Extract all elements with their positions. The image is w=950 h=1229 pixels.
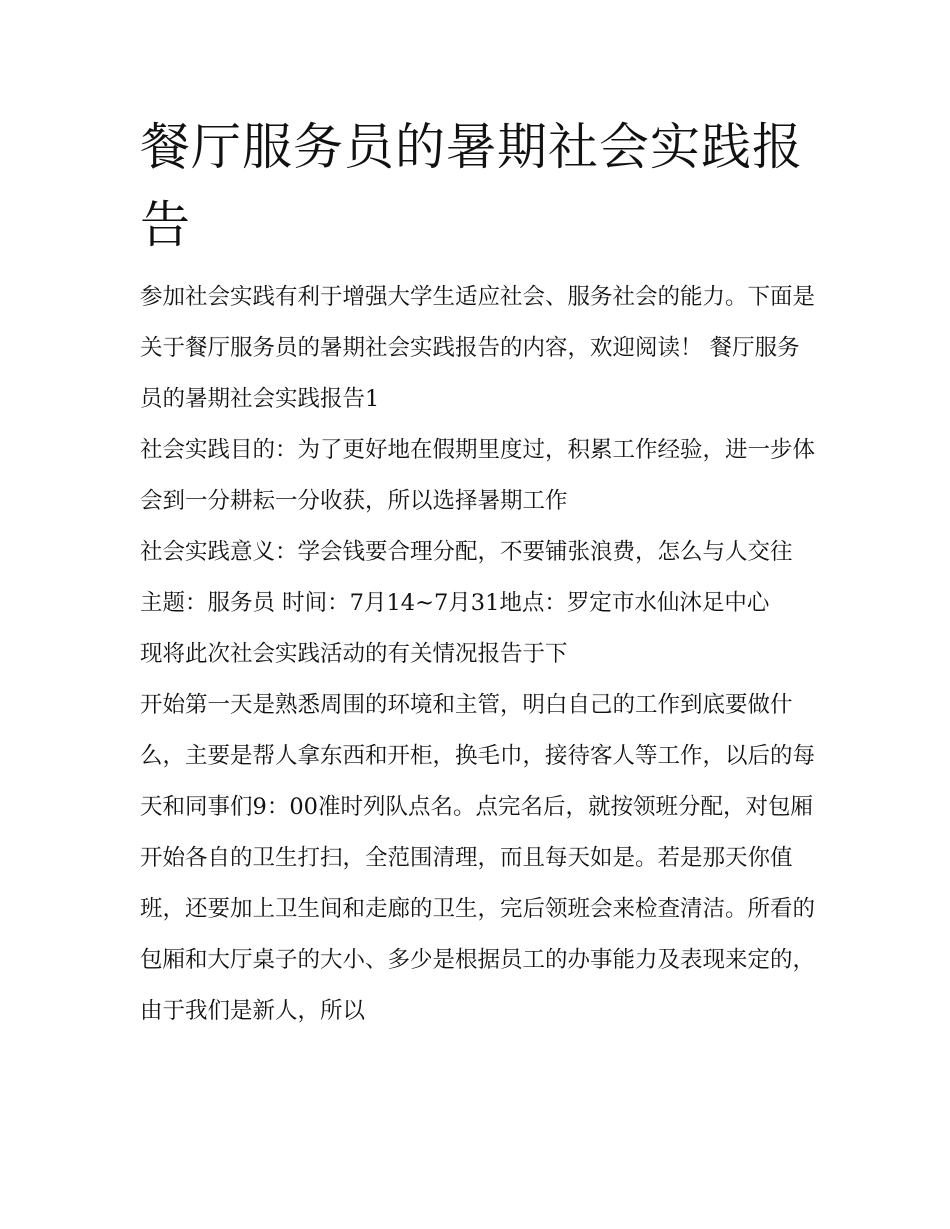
paragraph-report-lead: 现将此次社会实践活动的有关情况报告于下 [140, 641, 568, 667]
document-title: 餐厅服务员的暑期社会实践报告 [140, 118, 803, 254]
paragraph-first-day: 开始第一天是熟悉周围的环境和主管，明白自己的工作到底要做什么，主要是帮人拿东西和开柜，换毛巾，接待客人等工作，以后的每天和同事们9：00准时列队点名。点完名后，就按领班分配，对包厢开始各自的卫生打扫，全范围清理，而且每天如是。若是那天你值班，还要加上卫生间和走廊的卫生，完后领班会来检查清洁。所看的包厢和大厅桌子的大小、多少是根据员工的办事能力及表现来定的，由于我们是新人，所以 [140, 692, 816, 1024]
paragraph-meaning: 社会实践意义：学会钱要合理分配，不要铺张浪费，怎么与人交往 主题：服务员 时间：7月14~7月31地点：罗定市水仙沐足中心 [140, 539, 793, 616]
paragraph-intro: 参加社会实践有利于增强大学生适应社会、服务社会的能力。下面是关于餐厅服务员的暑期社会实践报告的内容，欢迎阅读！ 餐厅服务员的暑期社会实践报告1 [140, 284, 816, 412]
document-body [140, 272, 820, 1037]
paragraph-purpose: 社会实践目的：为了更好地在假期里度过，积累工作经验，进一步体会到一分耕耘一分收获，所以选择暑期工作 [140, 437, 816, 514]
